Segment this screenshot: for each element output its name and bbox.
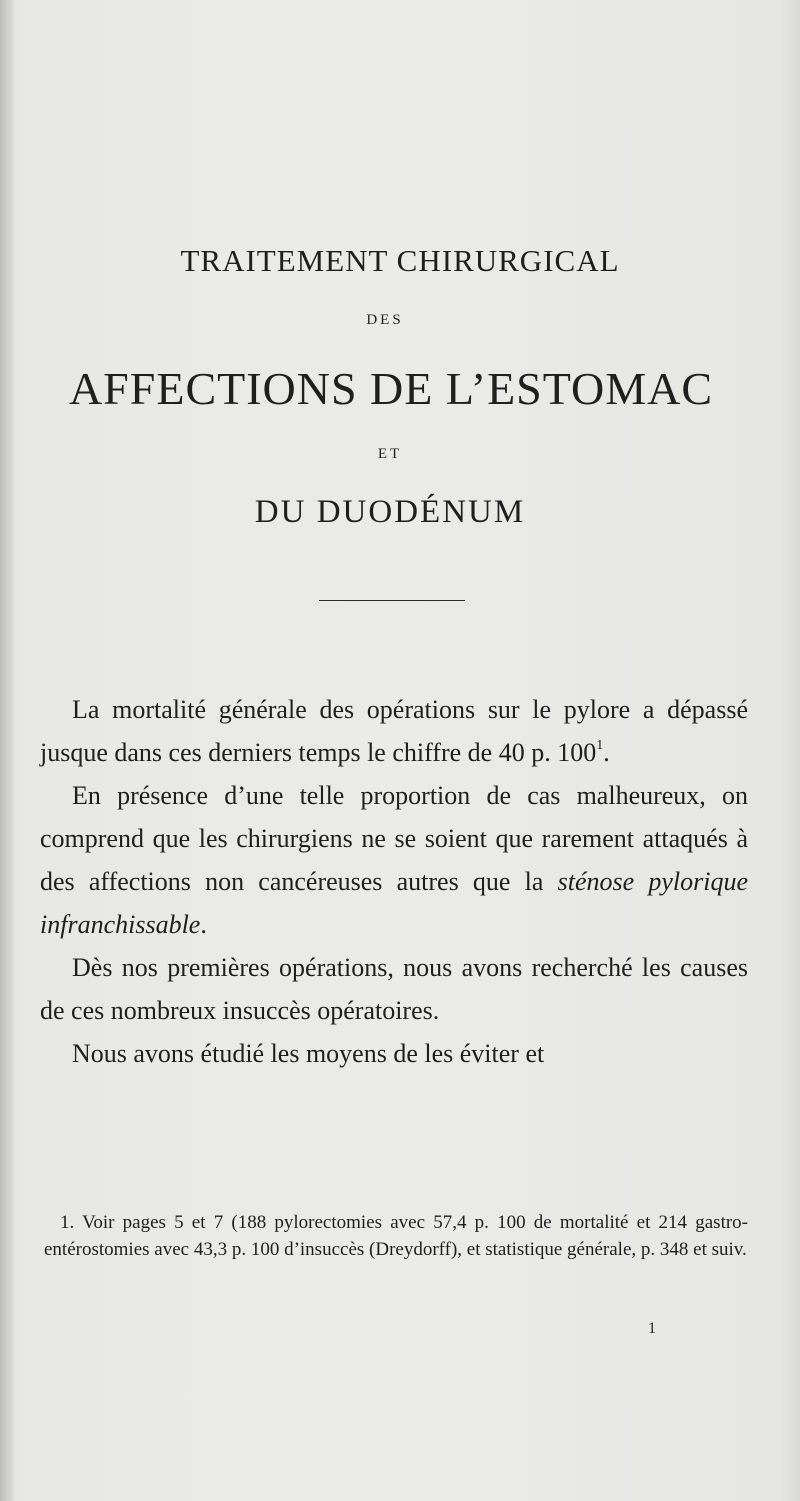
heading-main-title: AFFECTIONS DE L’ESTOMAC — [68, 363, 714, 414]
footnote-reference: 1 — [596, 738, 604, 753]
paragraph-1: La mortalité générale des opérations sur le pylore a dépassé jusque dans ces derniers temps le chiffre de 40 p. $100^1$. — [40, 695, 748, 767]
footnote — [44, 1209, 748, 1263]
heading-line-2: DES — [366, 312, 404, 328]
body-text — [40, 688, 748, 1075]
heading-line-1: TRAITEMENT CHIRURGICAL — [180, 243, 620, 278]
separator-rule — [319, 600, 465, 601]
paragraph-2: En présence d’une telle proportion de cas malheureux, on comprend que les chirurgiens ne se soient que rarement attaqués à des affections non cancéreuses autres que la sténose pylorique infranchissable. — [40, 781, 748, 939]
heading-line-5: DU DUODÉNUM — [254, 494, 526, 530]
page-edge-shadow — [0, 0, 14, 1501]
footnote-text: 1. Voir pages 5 et 7 (188 pylorectomies avec 57,4 p. 100 de mortalité et 214 gastro-entérostomies avec 43,3 p. 100 d’insuccès (Dreydorff), et statistique générale, p. 348 et suiv. — [44, 1212, 748, 1260]
paragraph-4: Nous avons étudié les moyens de les éviter et — [72, 1039, 545, 1068]
page-number: 1 — [648, 1320, 656, 1337]
paragraph-3: Dès nos premières opérations, nous avons recherché les causes de ces nombreux insuccès opératoires. — [40, 953, 748, 1025]
italic-term: sténose pylorique infranchissable — [40, 867, 748, 939]
heading-line-4: ET — [377, 446, 403, 462]
